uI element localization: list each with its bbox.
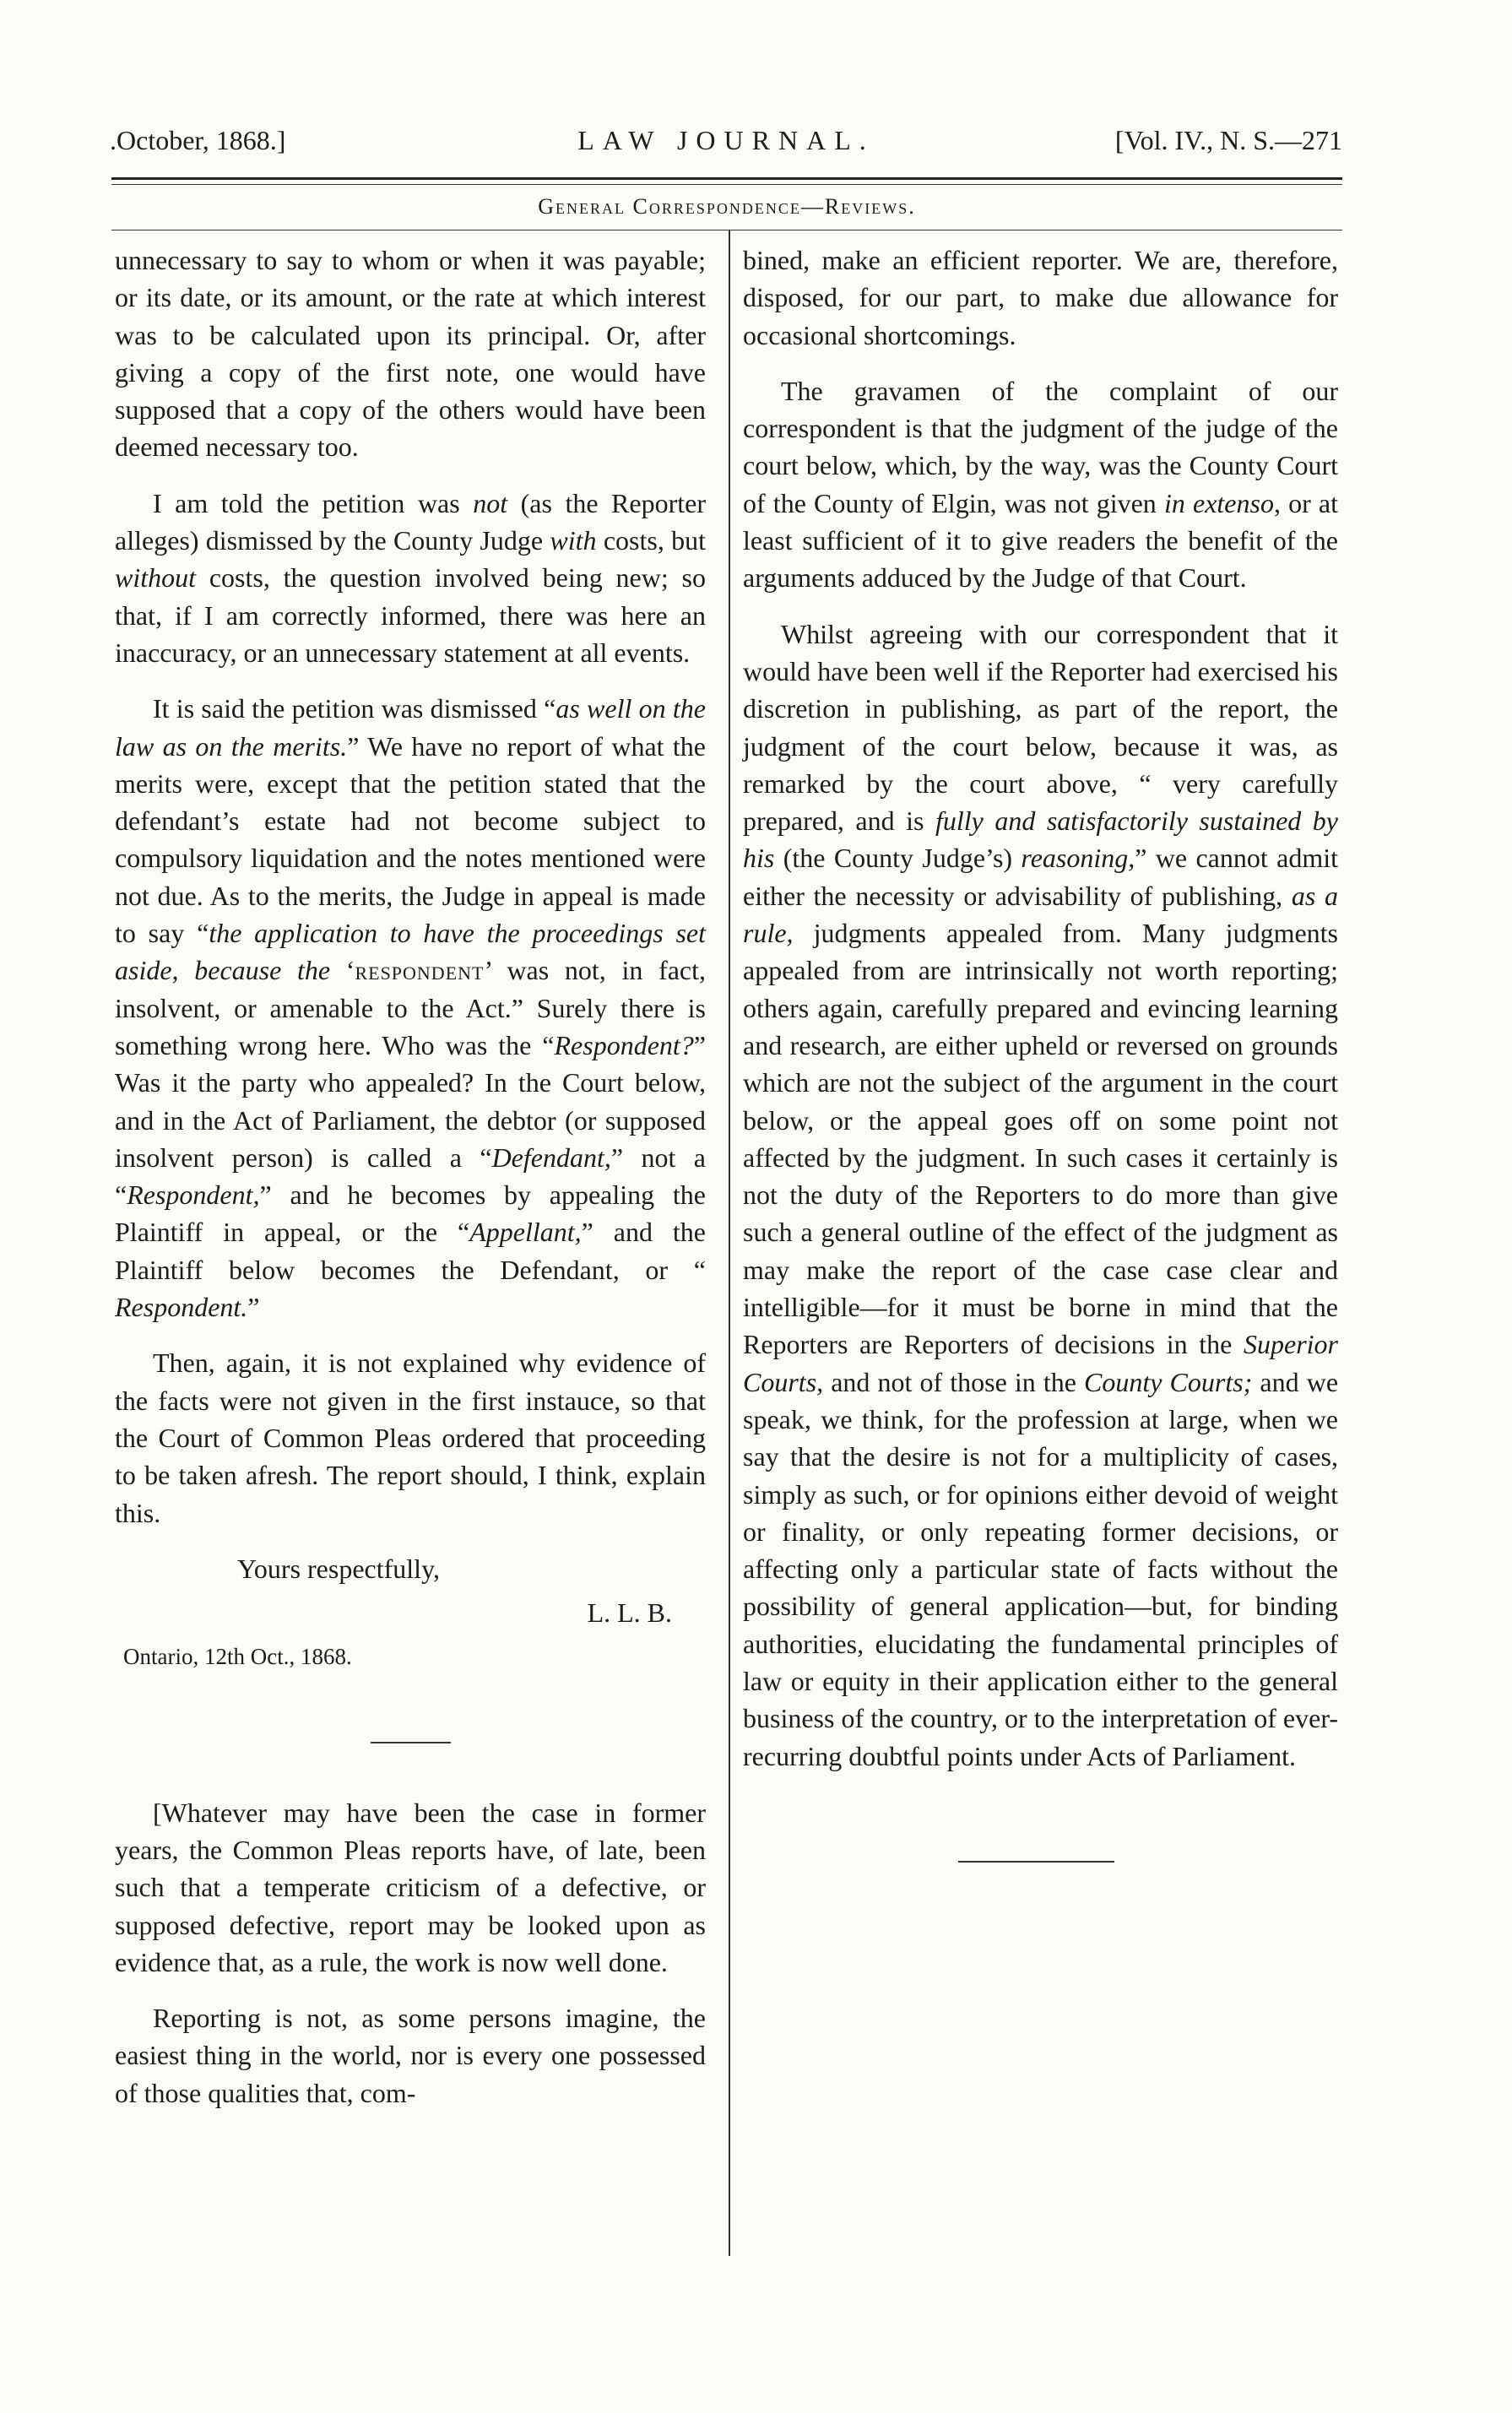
paragraph: [Whatever may have been the case in former years, the Common Pleas reports have, of late, been such that a temperate criticism of a defective, or supposed defective, report may be looked upon as evidence that, as a rule, the work is now well done. [115,1797,706,1977]
separator-rule [371,1742,451,1743]
paragraph: It is said the petition was dismissed “as well on the law as on the merits.” We have no report of what the merits were, except that the petition stated that the defendant’s estate had not become subject to compulsory liquidation and the notes mentioned were not due. As to the merits, the Judge in appeal is made to say “the application to have the proceedings set aside, because the ‘respondent’ was not, in fact, insolvent, or amenable to the Act.” Surely there is something wrong here. Who was the “Respondent?” Was it the party who appealed? In the Court below, and in the Act of Parliament, the debtor (or supposed insolvent person) is called a “Defendant,” not a “Respondent,” and he becomes by appealing the Plaintiff in appeal, or the “Appellant,” and the Plaintiff below becomes the Defendant, or “ Respondent.” [115,693,707,1323]
paragraph: The gravamen of the complaint of our correspondent is that the judgment of the judge of the court below, which, by the way, was the County Court of the County of Elgin, was not given in extenso, or at least sufficient of it to give readers the benefit of the arguments adduced by the Judge of that Court. [743,375,1339,594]
letter-closing: Yours respectfully, [237,1553,440,1584]
column-divider [729,230,730,2256]
paragraph: unnecessary to say to whom or when it was payable; or its date, or its amount, or the rate at which interest was to be calculated upon its principal. Or, after giving a copy of the first note, one would have supposed that a copy of the others would have been deemed necessary too. [115,245,706,463]
end-rule [958,1861,1114,1863]
paragraph: Whilst agreeing with our correspondent that it would have been well if the Reporter had exercised his discretion in publishing, as part of the report, the judgment of the court below, because it was, as remarked by the court above, “ very carefully prepared, and is fully and satisfactorily sustained by his (the County Judge’s) reasoning,” we cannot admit either the necessity or advisability of publishing, as a rule, judgments appealed from. Many judgments appealed from are intrinsically not worth reporting; others again, carefully prepared and evincing learning and research, are either upheld or reversed on grounds which are not the subject of the argument in the court below, or the appeal goes off on some point not affected by the judgment. In such cases it certainly is not the duty of the Reporters to do more than give such a general outline of the effect of the judgment as may make the report of the case case clear and intelligible—for it must be borne in mind that the Reporters are Reporters of decisions in the Superior Courts, and not of those in the County Courts; and we speak, we think, for the profession at large, when we say that the desire is not for a multiplicity of cases, simply as such, or for opinions either devoid of weight or finality, or only repeating former decisions, or affecting only a particular state of facts without the possibility of general application—but, for binding authorities, elucidating the fundamental principles of law or equity in their application either to the general business of the country, or to the interpretation of ever-recurring doubtful points under Acts of Parliament. [743,618,1339,1771]
letter-place-date: Ontario, 12th Oct., 1868. [123,1644,352,1670]
letter-signature: L. L. B. [587,1597,672,1629]
paragraph: I am told the petition was not (as the Reporter alleges) dismissed by the County Judge with costs, but without costs, the question involved being new; so that, if I am correctly informed, there was here an inaccuracy, or an unnecessary statement at all events. [115,487,707,668]
paragraph: bined, make an efficient reporter. We are, therefore, disposed, for our part, to make due allowance for occasional shortcomings. [743,245,1338,350]
left-column [115,241,706,2130]
right-column [743,241,1338,1863]
header-rule-thick [111,177,1342,180]
header-date: .October, 1868.] [110,125,286,155]
journal-title: LAW JOURNAL. [577,125,875,155]
volume-page: [Vol. IV., N. S.—271 [1114,125,1342,155]
paragraph: Reporting is not, as some persons imagine, the easiest thing in the world, nor is every one possessed of those qualities that, com- [115,2003,706,2108]
paragraph: Then, again, it is not explained why evidence of the facts were not given in the first instauce, so that the Court of Common Pleas ordered that proceeding to be taken afresh. The report should, I think, explain this. [115,1347,706,1528]
page-header [110,125,1342,164]
header-rule-thin [111,184,1342,185]
section-title: General Correspondence—Reviews. [538,194,916,219]
